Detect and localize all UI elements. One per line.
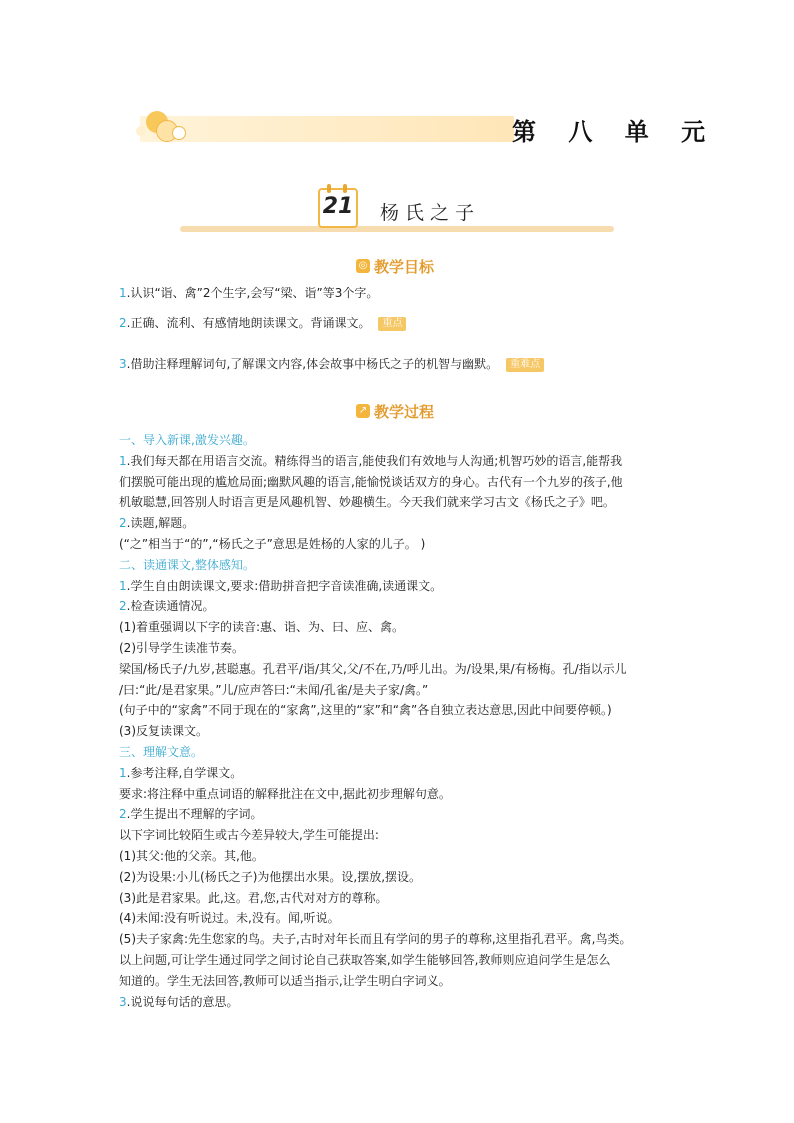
step-text: .参考注释,自学课文。 <box>126 766 243 780</box>
target-icon: ◎ <box>356 259 370 273</box>
chart-icon: ↗ <box>356 404 370 418</box>
decor-circle <box>172 126 186 140</box>
calendar-icon <box>318 188 358 228</box>
body-text-line: (5)夫子家禽:先生您家的鸟。夫子,古时对年长而且有学问的男子的尊称,这里指孔君平。禽,鸟类。 <box>119 932 632 946</box>
section-subheading: 二、读通课文,整体感知。 <box>119 558 255 572</box>
body-text-line: 知道的。学生无法回答,教师可以适当指示,让学生明白字词义。 <box>119 974 451 988</box>
goal-text: .借助注释理解词句,了解课文内容,体会故事中杨氏之子的机智与幽默。 <box>126 357 499 371</box>
body-text-line: (3)反复读课文。 <box>119 724 208 738</box>
numbered-step <box>119 577 442 595</box>
step-number: 1 <box>119 454 127 468</box>
unit-banner <box>136 108 718 150</box>
goals-heading <box>356 257 434 275</box>
goal-text: .认识“诣、禽”2个生字,会写“梁、诣”等3个字。 <box>126 286 379 300</box>
body-text-line: 要求:将注释中重点词语的解释批注在文中,据此初步理解句意。 <box>119 787 451 801</box>
step-text: .检查读通情况。 <box>126 599 215 613</box>
step-number: 1 <box>119 766 127 780</box>
body-text-line: (1)着重强调以下字的读音:惠、诣、为、曰、应、禽。 <box>119 620 405 634</box>
lesson-number: 21 <box>322 194 354 219</box>
step-text: .说说每句话的意思。 <box>126 995 239 1009</box>
numbered-step <box>119 514 194 532</box>
body-text-line: 以下字词比较陌生或古今差异较大,学生可能提出: <box>119 828 379 842</box>
body-text-line: /曰:“此/是君家果。”儿/应声答曰:“未闻/孔雀/是夫子家/禽。” <box>119 683 429 697</box>
step-text: .我们每天都在用语言交流。精练得当的语言,能使我们有效地与人沟通;机智巧妙的语言,能帮我 <box>126 454 623 468</box>
unit-banner-bar <box>140 116 514 142</box>
body-text-line: 梁国/杨氏子/九岁,甚聪惠。孔君平/诣/其父,父/不在,乃/呼儿出。为/设果,果/有杨梅。孔/指以示儿 <box>119 662 627 676</box>
numbered-step <box>119 764 242 782</box>
body-text-line: (2)引导学生读准节奏。 <box>119 641 244 655</box>
step-number: 1 <box>119 579 127 593</box>
process-heading-label: 教学过程 <box>374 402 435 421</box>
step-text: .学生提出不理解的字词。 <box>126 807 263 821</box>
goal-number: 2 <box>119 316 127 330</box>
step-number: 2 <box>119 516 127 530</box>
body-text-line: (2)为设果:小儿(杨氏之子)为他摆出水果。设,摆放,摆设。 <box>119 870 422 884</box>
body-text-line: (“之”相当于“的”,“杨氏之子”意思是姓杨的人家的儿子。 ) <box>119 537 426 551</box>
unit-title: 第 八 单 元 <box>512 117 718 146</box>
step-text: .学生自由朗读课文,要求:借助拼音把字音读准确,读通课文。 <box>126 579 443 593</box>
lesson-underline <box>180 226 614 232</box>
process-heading <box>356 402 434 420</box>
step-number: 2 <box>119 599 127 613</box>
decor-circle <box>136 126 146 136</box>
body-text-line: 以上问题,可让学生通过同学之间讨论自己获取答案,如学生能够回答,教师则应追问学生是怎么 <box>119 953 611 967</box>
body-text-line: (1)其父:他的父亲。其,他。 <box>119 849 264 863</box>
body-text-line: 机敏聪慧,回答别人时语言更是风趣机智、妙趣横生。今天我们就来学习古文《杨氏之子》吧。 <box>119 495 615 509</box>
step-text: .读题,解题。 <box>126 516 195 530</box>
body-text-line: (句子中的“家禽”不同于现在的“家禽”,这里的“家”和“禽”各自独立表达意思,因此中间要停顿。) <box>119 703 612 717</box>
body-text-line: (3)此是君家果。此,这。君,您,古代对对方的尊称。 <box>119 891 388 905</box>
section-subheading: 三、理解文意。 <box>119 745 204 759</box>
goal-number: 1 <box>119 286 127 300</box>
section-subheading: 一、导入新课,激发兴趣。 <box>119 433 255 447</box>
step-number: 2 <box>119 807 127 821</box>
body-text-line: 们摆脱可能出现的尴尬局面;幽默风趣的语言,能愉悦谈话双方的身心。古代有一个九岁的孩子,他 <box>119 475 623 489</box>
goal-number: 3 <box>119 357 127 371</box>
lesson-title: 杨氏之子 <box>380 202 481 224</box>
numbered-step <box>119 805 262 823</box>
goal-text: .正确、流利、有感情地朗读课文。背诵课文。 <box>126 316 371 330</box>
goal-item <box>119 314 406 332</box>
goal-item <box>119 355 544 373</box>
body-text-line: (4)未闻:没有听说过。未,没有。闻,听说。 <box>119 911 340 925</box>
step-number: 3 <box>119 995 127 1009</box>
focus-tag: 重点 <box>378 317 406 331</box>
focus-tag: 重难点 <box>506 358 544 372</box>
numbered-step <box>119 993 238 1011</box>
numbered-step <box>119 597 214 615</box>
goals-heading-label: 教学目标 <box>374 257 435 276</box>
numbered-step <box>119 452 622 470</box>
goal-item <box>119 284 378 302</box>
